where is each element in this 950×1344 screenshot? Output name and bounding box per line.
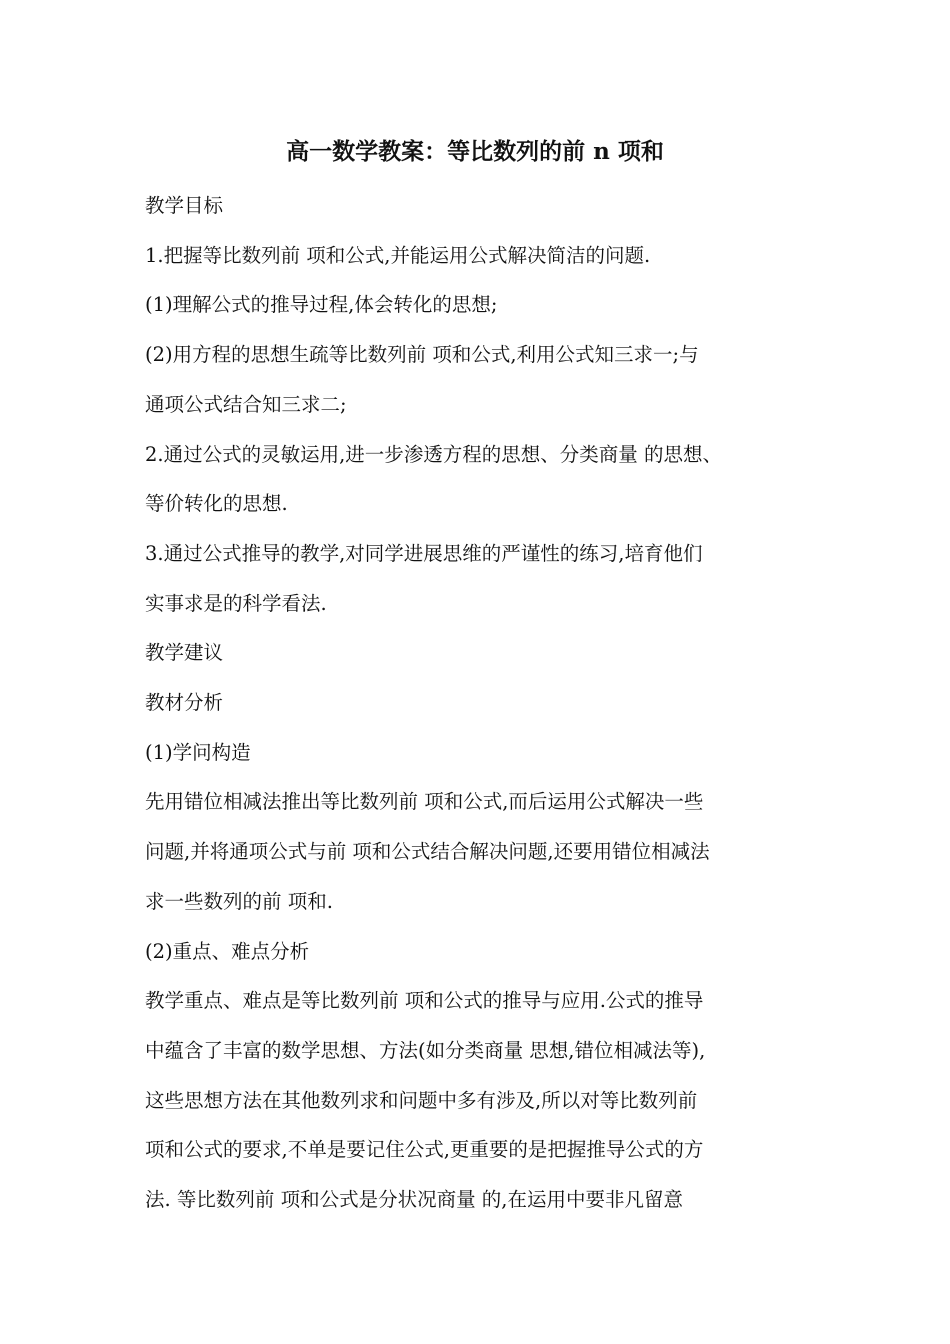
paragraph-line: 教学重点、难点是等比数列前 项和公式的推导与应用.公式的推导	[145, 989, 704, 1013]
paragraph-line: 3.通过公式推导的教学,对同学进展思维的严谨性的练习,培育他们	[145, 541, 703, 565]
paragraph-line: 2.通过公式的灵敏运用,进一步渗透方程的思想、分类商量 的思想、	[145, 442, 723, 466]
section-heading-teaching-goals: 教学目标	[145, 194, 224, 217]
section-heading-teaching-suggestions: 教学建议	[145, 641, 224, 665]
paragraph-line: 问题,并将通项公式与前 项和公式结合解决问题,还要用错位相减法	[145, 840, 710, 864]
paragraph-line: 先用错位相减法推出等比数列前 项和公式,而后运用公式解决一些	[145, 790, 704, 814]
paragraph-line: 通项公式结合知三求二;	[145, 392, 347, 416]
subsection-heading-key-points: (2)重点、难点分析	[145, 939, 310, 963]
paragraph-line: 实事求是的科学看法.	[145, 591, 327, 615]
paragraph-line: 法. 等比数列前 项和公式是分状况商量 的,在运用中要非凡留意	[145, 1188, 683, 1212]
paragraph-line: 1.把握等比数列前 项和公式,并能运用公式解决简洁的问题.	[145, 243, 651, 267]
paragraph-line: 等价转化的思想.	[145, 492, 288, 516]
paragraph-line: (1)理解公式的推导过程,体会转化的思想;	[145, 293, 498, 317]
subsection-heading-structure: (1)学问构造	[145, 740, 251, 764]
paragraph-line: 项和公式的要求,不单是要记住公式,更重要的是把握推导公式的方	[145, 1138, 704, 1162]
paragraph-line: 求一些数列的前 项和.	[145, 889, 333, 913]
section-heading-textbook-analysis: 教材分析	[145, 691, 224, 715]
paragraph-line: (2)用方程的思想生疏等比数列前 项和公式,利用公式知三求一;与	[145, 343, 699, 367]
paragraph-line: 中蕴含了丰富的数学思想、方法(如分类商量 思想,错位相减法等),	[145, 1038, 706, 1062]
document-body	[145, 181, 825, 1225]
paragraph-line: 这些思想方法在其他数列求和问题中多有涉及,所以对等比数列前	[145, 1088, 698, 1112]
document-title: 高一数学教案：等比数列的前 n 项和	[286, 138, 664, 165]
